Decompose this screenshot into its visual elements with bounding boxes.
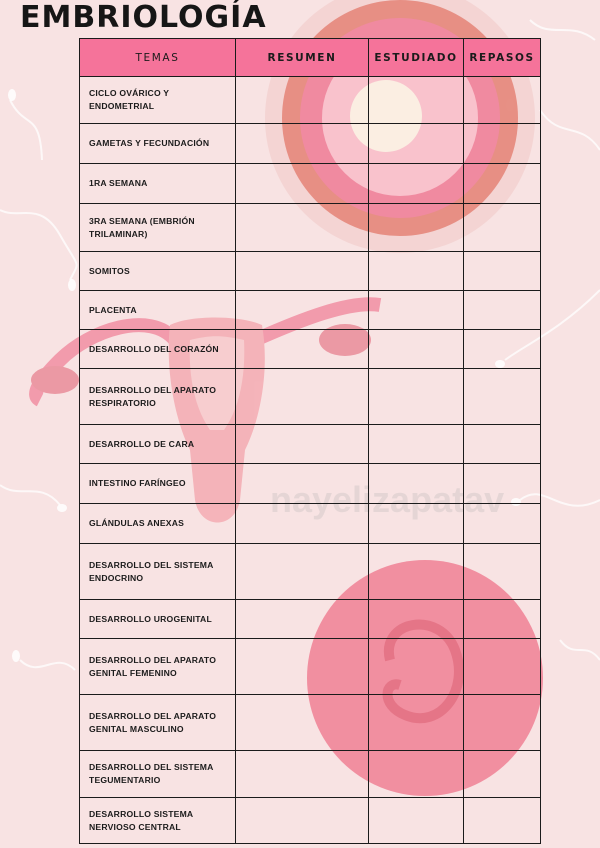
resumen-cell[interactable]	[236, 544, 369, 600]
header-resumen: RESUMEN	[236, 39, 369, 77]
repasos-cell[interactable]	[464, 504, 541, 544]
table-row	[80, 330, 541, 369]
header-estudiado: ESTUDIADO	[369, 39, 464, 77]
table-row	[80, 124, 541, 164]
resumen-cell[interactable]	[236, 639, 369, 695]
repasos-cell[interactable]	[464, 751, 541, 798]
topic-cell: INTESTINO FARÍNGEO	[80, 464, 236, 504]
repasos-cell[interactable]	[464, 164, 541, 204]
repasos-cell[interactable]	[464, 204, 541, 252]
topic-cell: PLACENTA	[80, 291, 236, 330]
table-row	[80, 369, 541, 425]
table-row	[80, 204, 541, 252]
repasos-cell[interactable]	[464, 369, 541, 425]
estudiado-cell[interactable]	[369, 252, 464, 291]
resumen-cell[interactable]	[236, 330, 369, 369]
table-row	[80, 639, 541, 695]
topic-cell: DESARROLLO DEL APARATO RESPIRATORIO	[80, 369, 236, 425]
table-row	[80, 77, 541, 124]
resumen-cell[interactable]	[236, 798, 369, 844]
resumen-cell[interactable]	[236, 124, 369, 164]
resumen-cell[interactable]	[236, 504, 369, 544]
repasos-cell[interactable]	[464, 544, 541, 600]
repasos-cell[interactable]	[464, 464, 541, 504]
resumen-cell[interactable]	[236, 252, 369, 291]
topic-cell: GLÁNDULAS ANEXAS	[80, 504, 236, 544]
resumen-cell[interactable]	[236, 291, 369, 330]
repasos-cell[interactable]	[464, 425, 541, 464]
table-row	[80, 252, 541, 291]
topic-cell: DESARROLLO SISTEMA NERVIOSO CENTRAL	[80, 798, 236, 844]
resumen-cell[interactable]	[236, 600, 369, 639]
table-row	[80, 751, 541, 798]
estudiado-cell[interactable]	[369, 544, 464, 600]
repasos-cell[interactable]	[464, 695, 541, 751]
estudiado-cell[interactable]	[369, 751, 464, 798]
resumen-cell[interactable]	[236, 77, 369, 124]
table-row	[80, 464, 541, 504]
topic-cell: CICLO OVÁRICO Y ENDOMETRIAL	[80, 77, 236, 124]
resumen-cell[interactable]	[236, 464, 369, 504]
repasos-cell[interactable]	[464, 639, 541, 695]
table-row	[80, 291, 541, 330]
resumen-cell[interactable]	[236, 695, 369, 751]
header-repasos: REPASOS	[464, 39, 541, 77]
table-row	[80, 504, 541, 544]
repasos-cell[interactable]	[464, 330, 541, 369]
topic-cell: DESARROLLO DEL SISTEMA TEGUMENTARIO	[80, 751, 236, 798]
estudiado-cell[interactable]	[369, 291, 464, 330]
estudiado-cell[interactable]	[369, 425, 464, 464]
topic-cell: SOMITOS	[80, 252, 236, 291]
repasos-cell[interactable]	[464, 798, 541, 844]
topic-cell: DESARROLLO DE CARA	[80, 425, 236, 464]
topic-cell: GAMETAS Y FECUNDACIÓN	[80, 124, 236, 164]
topic-cell: DESARROLLO UROGENITAL	[80, 600, 236, 639]
repasos-cell[interactable]	[464, 124, 541, 164]
topic-cell: DESARROLLO DEL APARATO GENITAL FEMENINO	[80, 639, 236, 695]
table-row	[80, 164, 541, 204]
repasos-cell[interactable]	[464, 600, 541, 639]
estudiado-cell[interactable]	[369, 369, 464, 425]
header-temas: TEMAS	[80, 39, 236, 77]
topic-cell: DESARROLLO DEL SISTEMA ENDOCRINO	[80, 544, 236, 600]
estudiado-cell[interactable]	[369, 124, 464, 164]
topic-cell: 1RA SEMANA	[80, 164, 236, 204]
resumen-cell[interactable]	[236, 751, 369, 798]
estudiado-cell[interactable]	[369, 504, 464, 544]
topic-cell: DESARROLLO DEL APARATO GENITAL MASCULINO	[80, 695, 236, 751]
estudiado-cell[interactable]	[369, 164, 464, 204]
table-header-row	[80, 39, 541, 77]
page-title: EMBRIOLOGÍA	[20, 0, 267, 35]
resumen-cell[interactable]	[236, 164, 369, 204]
resumen-cell[interactable]	[236, 204, 369, 252]
table-row	[80, 695, 541, 751]
table-row	[80, 544, 541, 600]
estudiado-cell[interactable]	[369, 330, 464, 369]
estudiado-cell[interactable]	[369, 695, 464, 751]
estudiado-cell[interactable]	[369, 600, 464, 639]
estudiado-cell[interactable]	[369, 639, 464, 695]
estudiado-cell[interactable]	[369, 798, 464, 844]
estudiado-cell[interactable]	[369, 77, 464, 124]
estudiado-cell[interactable]	[369, 464, 464, 504]
repasos-cell[interactable]	[464, 77, 541, 124]
watermark: nayelizapatav	[270, 479, 505, 520]
resumen-cell[interactable]	[236, 369, 369, 425]
repasos-cell[interactable]	[464, 291, 541, 330]
table-row	[80, 600, 541, 639]
table-row	[80, 798, 541, 844]
study-table	[79, 38, 541, 844]
resumen-cell[interactable]	[236, 425, 369, 464]
table-row	[80, 425, 541, 464]
repasos-cell[interactable]	[464, 252, 541, 291]
estudiado-cell[interactable]	[369, 204, 464, 252]
topic-cell: 3RA SEMANA (EMBRIÓN TRILAMINAR)	[80, 204, 236, 252]
topic-cell: DESARROLLO DEL CORAZÓN	[80, 330, 236, 369]
